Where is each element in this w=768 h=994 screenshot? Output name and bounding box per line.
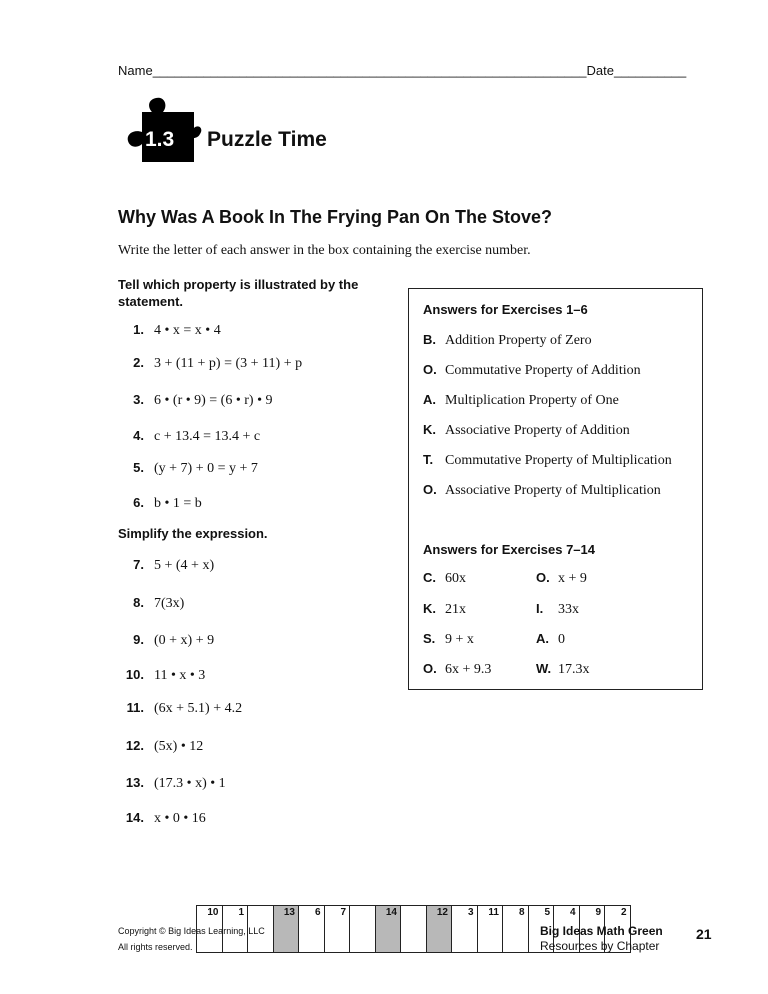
grid-cell-shaded[interactable] <box>375 906 401 953</box>
answer-letter: I. <box>536 601 544 616</box>
grid-cell-number <box>350 906 375 907</box>
copyright: Copyright © Big Ideas Learning, LLC <box>118 926 265 936</box>
exercise-expression: 6 • (r • 9) = (6 • r) • 9 <box>154 393 273 408</box>
grid-cell-number: 13 <box>283 907 295 918</box>
exercise-number: 2. <box>133 355 144 370</box>
grid-cell-number: 2 <box>620 907 627 918</box>
grid-cell-number: 6 <box>314 907 321 918</box>
answer-option <box>423 569 466 587</box>
exercise-expression: x • 0 • 16 <box>154 811 206 826</box>
answer-text: Commutative Property of Addition <box>445 363 641 378</box>
lesson-title: Puzzle Time <box>207 128 327 151</box>
answer-letter: A. <box>536 631 549 646</box>
exercise-number: 10. <box>125 667 144 682</box>
answers-1-6-heading: Answers for Exercises 1–6 <box>423 302 588 317</box>
book-title <box>540 924 663 954</box>
grid-cell[interactable] <box>324 906 350 953</box>
section-heading-properties <box>118 276 358 310</box>
answer-text: 0 <box>558 632 565 647</box>
answer-option <box>423 421 630 439</box>
answer-letter: S. <box>423 631 436 646</box>
grid-cell-number: 3 <box>467 907 474 918</box>
answer-option <box>423 600 466 618</box>
answer-option <box>423 361 641 379</box>
exercise-number: 5. <box>133 460 144 475</box>
lesson-number: 1.3 <box>145 128 175 151</box>
grid-cell-shaded[interactable] <box>273 906 299 953</box>
exercise-expression: 5 + (4 + x) <box>154 558 215 573</box>
answer-option <box>536 630 565 648</box>
answer-text: 9 + x <box>445 632 474 647</box>
puzzle-question: Why Was A Book In The Frying Pan On The Stove? <box>118 207 553 227</box>
answer-letter: T. <box>423 452 434 467</box>
answer-letter: W. <box>536 661 552 676</box>
grid-cell[interactable] <box>503 906 529 953</box>
answer-option <box>423 660 491 678</box>
grid-cell[interactable] <box>401 906 427 953</box>
answer-option <box>536 569 587 587</box>
grid-cell-number: 4 <box>569 907 576 918</box>
grid-cell-number: 8 <box>518 907 525 918</box>
exercise-5 <box>118 459 258 477</box>
answer-text: 6x + 9.3 <box>445 662 492 677</box>
grid-cell-number: 12 <box>436 907 448 918</box>
grid-cell-number: 11 <box>488 907 499 918</box>
exercise-expression: (y + 7) + 0 = y + 7 <box>154 461 258 476</box>
book-name: Big Ideas Math Green <box>540 924 663 938</box>
exercise-6 <box>118 494 202 512</box>
rights-reserved: All rights reserved. <box>118 942 193 952</box>
grid-cell-number <box>401 906 426 907</box>
exercise-expression: 4 • x = x • 4 <box>154 323 221 338</box>
grid-cell[interactable] <box>299 906 325 953</box>
exercise-10 <box>118 666 205 684</box>
grid-cell-shaded[interactable] <box>426 906 452 953</box>
exercise-expression: (5x) • 12 <box>154 739 204 754</box>
section1-line2: statement. <box>118 294 184 309</box>
answer-letter: A. <box>423 392 436 407</box>
exercise-14 <box>118 809 206 827</box>
instructions: Write the letter of each answer in the box containing the exercise number. <box>118 243 531 258</box>
answer-letter: O. <box>423 362 437 377</box>
date-blank: __________ <box>613 63 687 78</box>
answer-letter: C. <box>423 570 436 585</box>
name-label: Name <box>118 63 153 78</box>
exercise-11 <box>118 699 242 717</box>
exercise-9 <box>118 631 214 649</box>
answer-letter: O. <box>423 482 437 497</box>
exercise-2 <box>118 354 302 372</box>
exercise-expression: 11 • x • 3 <box>154 668 206 683</box>
answer-letter: B. <box>423 332 436 347</box>
grid-cell-number <box>248 906 273 907</box>
exercise-8 <box>118 594 184 612</box>
answers-7-14-heading: Answers for Exercises 7–14 <box>423 542 595 557</box>
exercise-number: 4. <box>133 428 144 443</box>
answer-option <box>423 391 619 409</box>
answer-option <box>536 660 590 678</box>
answer-text: 60x <box>445 571 466 586</box>
answer-text: 17.3x <box>558 662 590 677</box>
exercise-number: 14. <box>125 810 144 825</box>
exercise-number: 3. <box>133 392 144 407</box>
exercise-13 <box>118 774 226 792</box>
answer-letter: O. <box>536 570 550 585</box>
exercise-number: 11. <box>126 700 144 715</box>
answer-option <box>423 451 672 469</box>
grid-cell[interactable] <box>477 906 503 953</box>
grid-cell-number: 5 <box>544 907 550 918</box>
date-label: Date <box>586 63 614 78</box>
answer-text: Multiplication Property of One <box>445 393 619 408</box>
answer-text: 33x <box>558 602 579 617</box>
exercise-number: 12. <box>125 738 144 753</box>
answer-text: 21x <box>445 602 466 617</box>
exercise-12 <box>118 737 203 755</box>
grid-cell-number: 10 <box>207 907 219 918</box>
answer-option <box>423 481 661 499</box>
book-subtitle: Resources by Chapter <box>540 939 660 953</box>
name-blank: ____________________________________________________________ <box>152 63 587 78</box>
answer-option <box>536 600 579 618</box>
exercise-expression: c + 13.4 = 13.4 + c <box>154 429 261 444</box>
answer-option <box>423 630 474 648</box>
answer-option <box>423 331 592 349</box>
answer-text: Commutative Property of Multiplication <box>445 453 672 468</box>
page-number: 21 <box>696 926 712 942</box>
answer-text: Addition Property of Zero <box>445 333 592 348</box>
answer-letter: O. <box>423 661 437 676</box>
answer-text: Associative Property of Addition <box>445 423 630 438</box>
exercise-expression: b • 1 = b <box>154 496 202 511</box>
grid-cell-number: 1 <box>238 907 244 918</box>
exercise-number: 1. <box>133 322 144 337</box>
answer-letter: K. <box>423 601 436 616</box>
grid-cell-number: 7 <box>340 907 346 918</box>
section-heading-simplify: Simplify the expression. <box>118 526 268 541</box>
exercise-expression: (0 + x) + 9 <box>154 633 215 648</box>
grid-cell-number: 14 <box>385 907 397 918</box>
exercise-1 <box>118 321 221 339</box>
answer-text: x + 9 <box>558 571 587 586</box>
exercise-number: 7. <box>133 557 144 572</box>
exercise-expression: 7(3x) <box>154 596 185 611</box>
grid-cell[interactable] <box>452 906 478 953</box>
grid-cell-number: 9 <box>595 907 601 918</box>
exercise-number: 13. <box>125 775 144 790</box>
exercise-number: 8. <box>133 595 144 610</box>
answer-letter: K. <box>423 422 436 437</box>
exercise-3 <box>118 391 272 409</box>
exercise-expression: 3 + (11 + p) = (3 + 11) + p <box>154 356 303 371</box>
header-name-date <box>118 63 686 78</box>
section1-line1: Tell which property is illustrated by the <box>118 277 359 292</box>
exercise-expression: (17.3 • x) • 1 <box>154 776 226 791</box>
exercise-number: 6. <box>133 495 144 510</box>
exercise-expression: (6x + 5.1) + 4.2 <box>154 701 243 716</box>
exercise-4 <box>118 427 260 445</box>
grid-cell[interactable] <box>350 906 376 953</box>
answer-text: Associative Property of Multiplication <box>445 483 661 498</box>
exercise-7 <box>118 556 214 574</box>
exercise-number: 9. <box>133 632 144 647</box>
